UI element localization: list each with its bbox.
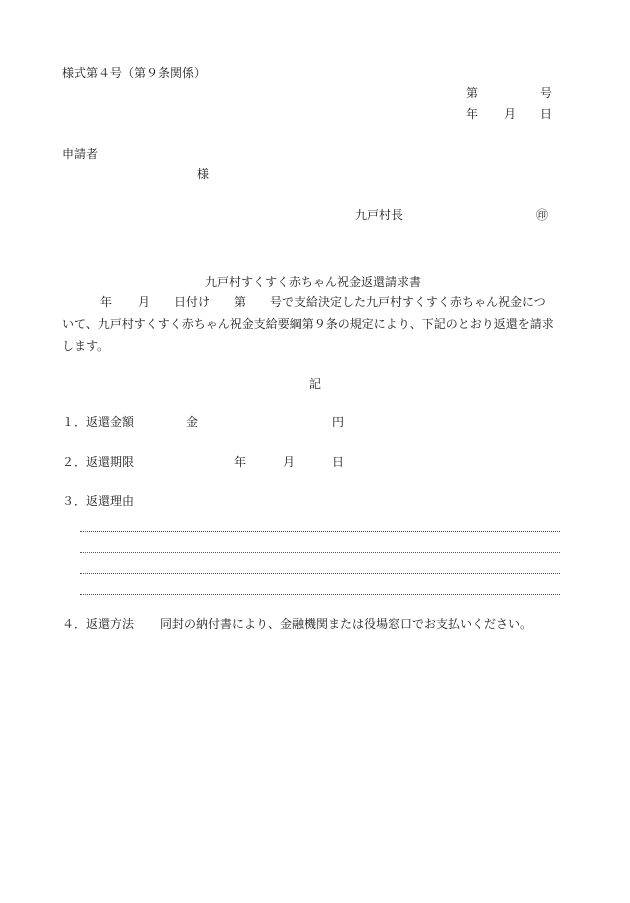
applicant-label: 申請者 [62,147,99,161]
item-amount-yen: 円 [332,415,345,429]
ki-heading: 記 [309,377,322,391]
item-deadline-month: 月 [283,455,296,469]
item-method-label: ４．返還方法 [62,617,135,631]
body-line3: します。 [62,339,110,353]
body-day: 日付け [174,295,211,309]
item-amount-label: １．返還金額 [62,415,135,429]
reason-line-3 [80,573,560,574]
item-deadline-day: 日 [332,455,345,469]
item-method-text: 同封の納付書により、金融機関または役場窓口でお支払いください。 [160,617,533,631]
body-line2: いて、九戸村すくすく赤ちゃん祝金支給要綱第９条の規定により、下記のとおり返還を請求 [62,317,554,331]
applicant-sama: 様 [197,167,210,181]
reason-line-2 [80,552,560,553]
reason-line-4 [80,594,560,595]
issuer-title: 九戸村長 [355,208,404,222]
item-deadline-label: ２．返還期限 [62,455,135,469]
body-month: 月 [138,295,151,309]
item-amount-kin: 金 [186,415,199,429]
doc-number-go: 号 [540,86,553,100]
body-dai: 第 [234,295,247,309]
form-label: 様式第４号（第９条関係） [62,66,207,80]
date-day: 日 [540,107,553,121]
item-deadline-year: 年 [234,455,247,469]
doc-number-dai: 第 [466,86,479,100]
body-year: 年 [100,295,113,309]
date-year: 年 [466,107,479,121]
reason-line-1 [80,531,560,532]
item-reason-label: ３．返還理由 [62,494,135,508]
body-line1-rest: 号で支給決定した九戸村すくすく赤ちゃん祝金につ [270,295,546,309]
document-title: 九戸村すくすく赤ちゃん祝金返還請求書 [205,275,422,289]
seal-icon: ㊞ [536,208,549,222]
date-month: 月 [504,107,517,121]
